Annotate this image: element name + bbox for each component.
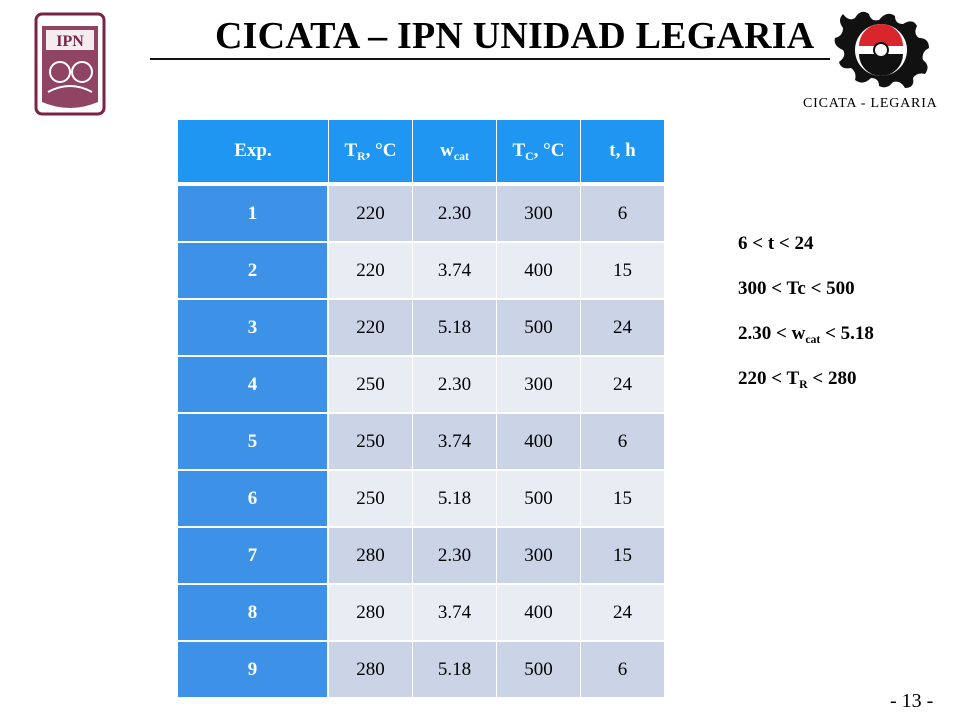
cell-time: 15 — [581, 527, 664, 584]
cell-tr: 250 — [329, 356, 413, 413]
cell-time: 6 — [581, 641, 664, 698]
cell-tr: 220 — [329, 185, 413, 242]
cell-tr: 280 — [329, 641, 413, 698]
cell-wcat: 3.74 — [413, 584, 497, 641]
cell-tc: 400 — [497, 413, 581, 470]
cell-tr: 250 — [329, 413, 413, 470]
table-row — [178, 584, 664, 641]
range-tc: 300 < Tc < 500 — [738, 278, 855, 299]
cell-time: 15 — [581, 470, 664, 527]
cell-exp: 1 — [178, 185, 329, 242]
table-row — [178, 527, 664, 584]
col-header-tc: $T_C$, °C — [497, 120, 581, 185]
cell-tc: 500 — [497, 470, 581, 527]
cell-exp: 8 — [178, 584, 329, 641]
cell-tr: 280 — [329, 527, 413, 584]
cell-time: 24 — [581, 584, 664, 641]
cell-tc: 300 — [497, 527, 581, 584]
range-time: 6 < t < 24 — [738, 233, 814, 254]
cell-wcat: 3.74 — [413, 242, 497, 299]
cell-tr: 280 — [329, 584, 413, 641]
title-underline — [150, 58, 830, 60]
cell-tc: 500 — [497, 641, 581, 698]
table-row — [178, 356, 664, 413]
cell-tc: 300 — [497, 356, 581, 413]
cell-exp: 5 — [178, 413, 329, 470]
cell-time: 24 — [581, 299, 664, 356]
col-header-exp: Exp. — [178, 120, 329, 185]
cell-wcat: 5.18 — [413, 470, 497, 527]
cicata-logo-caption: CICATA - LEGARIA — [803, 96, 938, 111]
cell-tc: 500 — [497, 299, 581, 356]
cell-time: 6 — [581, 185, 664, 242]
cell-tc: 400 — [497, 584, 581, 641]
cell-tc: 400 — [497, 242, 581, 299]
cell-exp: 4 — [178, 356, 329, 413]
cell-wcat: 5.18 — [413, 299, 497, 356]
parameter-ranges — [738, 233, 874, 413]
cell-exp: 3 — [178, 299, 329, 356]
col-header-tr: $T_R$, °C — [329, 120, 413, 185]
table-row — [178, 470, 664, 527]
ipn-logo — [30, 10, 110, 118]
cell-tr: 250 — [329, 470, 413, 527]
cell-wcat: 5.18 — [413, 641, 497, 698]
table-row — [178, 413, 664, 470]
ipn-logo-text: IPN — [56, 33, 84, 50]
table-row — [178, 299, 664, 356]
cell-exp: 7 — [178, 527, 329, 584]
cell-tr: 220 — [329, 299, 413, 356]
page-number: - 13 - — [890, 690, 934, 712]
experiment-table — [178, 120, 664, 698]
cell-wcat: 2.30 — [413, 185, 497, 242]
table-row — [178, 185, 664, 242]
col-header-time: t, h — [581, 120, 664, 185]
cell-exp: 6 — [178, 470, 329, 527]
range-wcat: $2.30 < w_{cat} < 5.18$ — [738, 323, 874, 347]
cell-wcat: 3.74 — [413, 413, 497, 470]
cicata-gear-logo — [825, 8, 935, 90]
cell-wcat: 2.30 — [413, 527, 497, 584]
cell-tc: 300 — [497, 185, 581, 242]
cell-wcat: 2.30 — [413, 356, 497, 413]
cell-exp: 2 — [178, 242, 329, 299]
cell-time: 6 — [581, 413, 664, 470]
cell-tr: 220 — [329, 242, 413, 299]
range-tr: $220 < T_R < 280$ — [738, 368, 857, 392]
cell-time: 24 — [581, 356, 664, 413]
page-title: CICATA – IPN UNIDAD LEGARIA — [215, 15, 815, 57]
table-row — [178, 641, 664, 698]
cell-time: 15 — [581, 242, 664, 299]
col-header-wcat: $w_{cat}$ — [413, 120, 497, 185]
cell-exp: 9 — [178, 641, 329, 698]
table-row — [178, 242, 664, 299]
table-header-row — [178, 120, 664, 185]
